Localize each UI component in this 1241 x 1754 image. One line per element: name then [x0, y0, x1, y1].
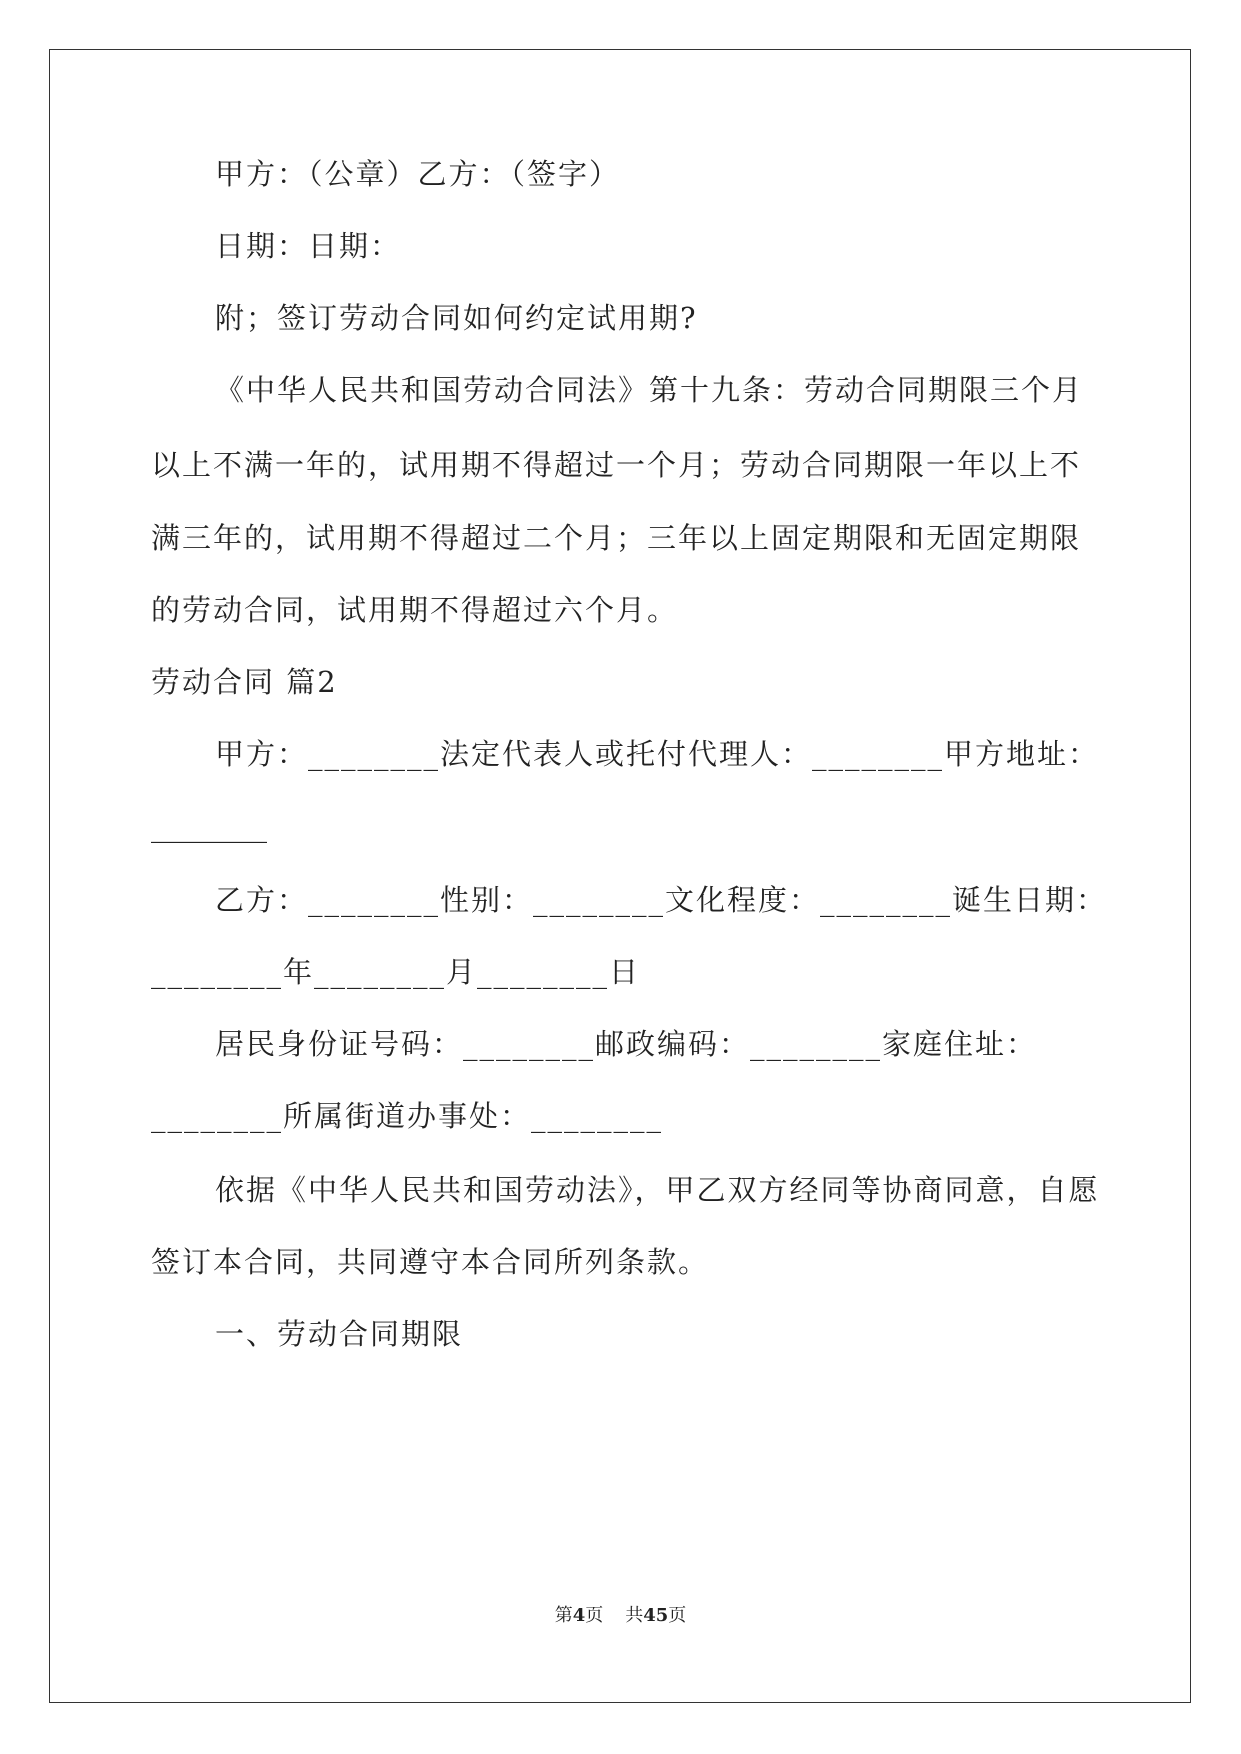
footer-total-prefix: 共: [625, 1605, 644, 1626]
party-a-address-blank: ________: [151, 809, 267, 843]
note-heading: 附；签订劳动合同如何约定试用期?: [215, 301, 698, 335]
party-b-line: 乙方：________性别：________文化程度：________诞生日期：: [215, 883, 1108, 917]
paragraph-line: 的劳动合同，试用期不得超过六个月。: [151, 593, 679, 627]
paragraph-line: 《中华人民共和国劳动合同法》第十九条：劳动合同期限三个月: [215, 373, 1084, 407]
id-number-line: 居民身份证号码：________邮政编码：________家庭住址：: [215, 1027, 1038, 1061]
paragraph-line: 依据《中华人民共和国劳动法》，甲乙双方经同等协商同意，自愿: [215, 1173, 1100, 1207]
section-title: 劳动合同 篇2: [151, 665, 338, 699]
footer-total-suffix: 页: [668, 1605, 687, 1626]
footer-page-total: 45: [643, 1605, 669, 1626]
paragraph-line: 签订本合同，共同遵守本合同所列条款。: [151, 1245, 710, 1279]
clause-heading: 一、劳动合同期限: [215, 1317, 464, 1351]
signature-line: 甲方：（公章）乙方：（签字）: [215, 157, 621, 191]
footer-page-prefix: 第: [554, 1605, 573, 1626]
birth-date-line: ________年________月________日: [151, 955, 641, 989]
subdistrict-line: ________所属街道办事处：________: [151, 1099, 664, 1133]
party-a-line: 甲方：________法定代表人或托付代理人：________甲方地址：: [215, 737, 1100, 771]
footer-page-mid: 页: [585, 1605, 604, 1626]
date-line: 日期：日期：: [215, 229, 402, 263]
footer-page-current: 4: [572, 1605, 586, 1626]
paragraph-line: 满三年的，试用期不得超过二个月；三年以上固定期限和无固定期限: [151, 521, 1082, 555]
paragraph-line: 以上不满一年的，试用期不得超过一个月；劳动合同期限一年以上不: [151, 448, 1082, 482]
page-footer: [0, 1604, 1241, 1628]
